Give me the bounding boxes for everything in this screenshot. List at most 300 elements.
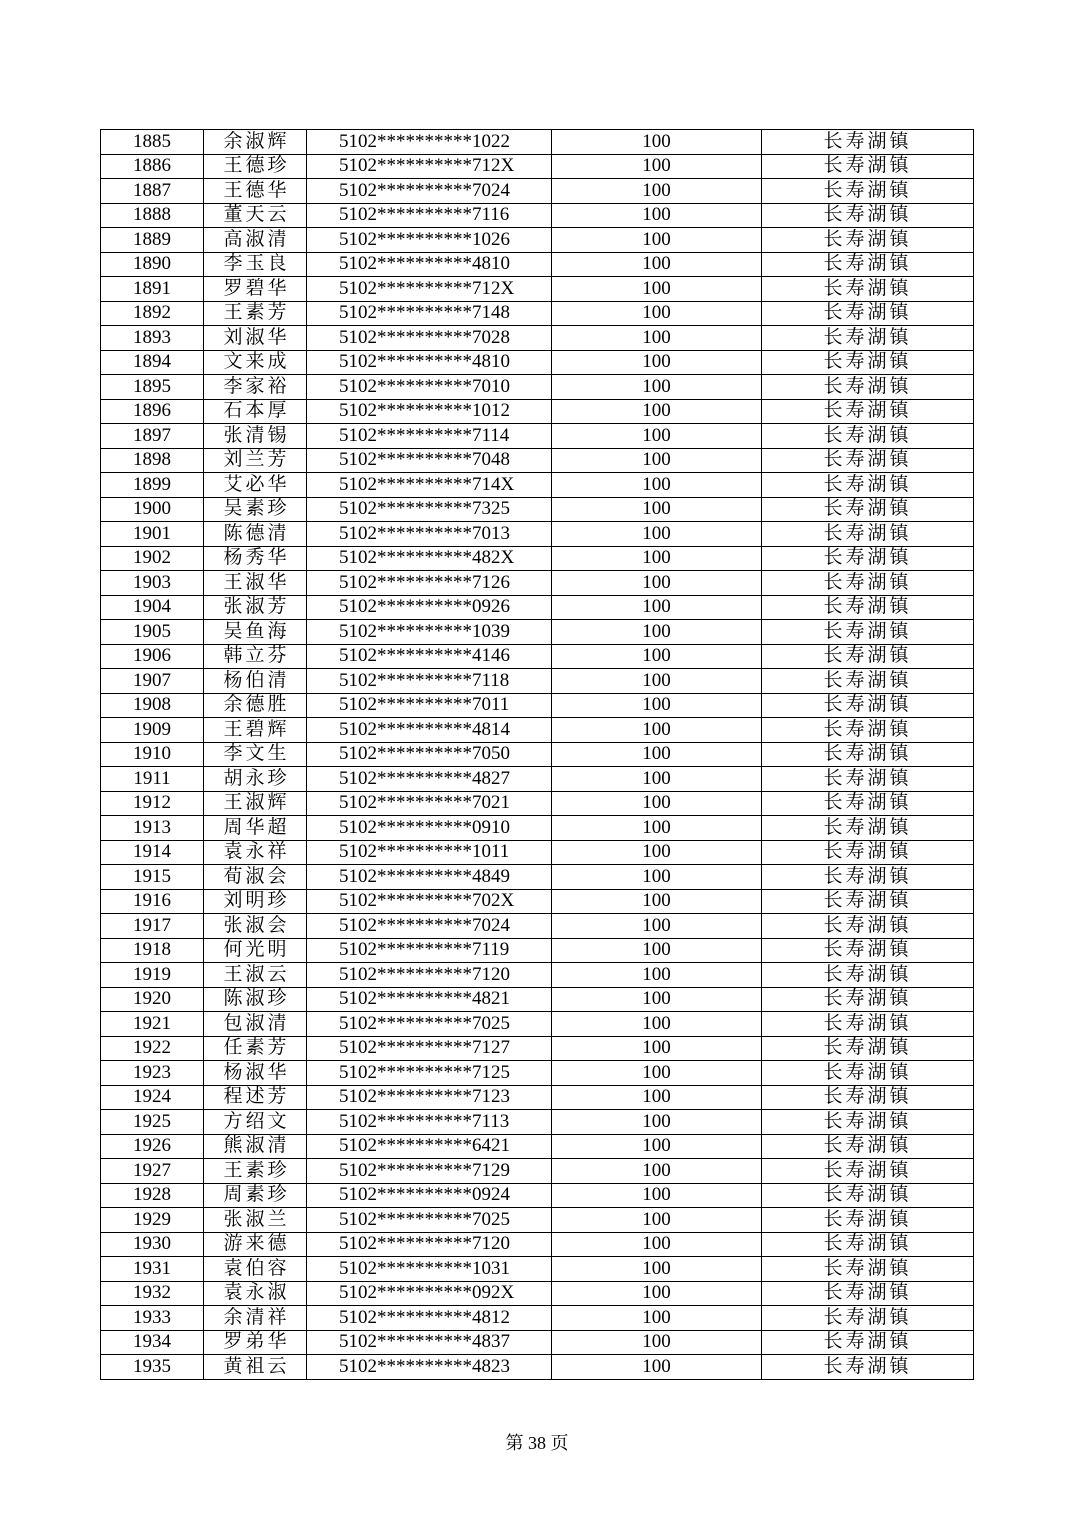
amount-cell: 100 (552, 1110, 762, 1135)
town-cell: 长寿湖镇 (762, 1061, 974, 1086)
town-cell: 长寿湖镇 (762, 938, 974, 963)
row-number-cell: 1925 (101, 1110, 204, 1135)
table-row (101, 473, 974, 498)
table-row (101, 301, 974, 326)
id-number-cell: 5102**********1022 (307, 130, 552, 155)
town-cell: 长寿湖镇 (762, 179, 974, 204)
row-number-cell: 1909 (101, 718, 204, 743)
id-number-cell: 5102**********7024 (307, 179, 552, 204)
name-cell: 何光明 (204, 938, 307, 963)
row-number-cell: 1910 (101, 742, 204, 767)
amount-cell: 100 (552, 277, 762, 302)
table-row (101, 1355, 974, 1380)
town-cell: 长寿湖镇 (762, 1012, 974, 1037)
amount-cell: 100 (552, 816, 762, 841)
name-cell: 韩立芬 (204, 644, 307, 669)
table-row (101, 1257, 974, 1282)
name-cell: 袁永祥 (204, 840, 307, 865)
id-number-cell: 5102**********0924 (307, 1183, 552, 1208)
name-cell: 刘淑华 (204, 326, 307, 351)
amount-cell: 100 (552, 742, 762, 767)
table-row (101, 620, 974, 645)
amount-cell: 100 (552, 1355, 762, 1380)
amount-cell: 100 (552, 914, 762, 939)
town-cell: 长寿湖镇 (762, 1110, 974, 1135)
name-cell: 张淑兰 (204, 1208, 307, 1233)
id-number-cell: 5102**********4837 (307, 1330, 552, 1355)
row-number-cell: 1923 (101, 1061, 204, 1086)
name-cell: 文来成 (204, 350, 307, 375)
name-cell: 李文生 (204, 742, 307, 767)
row-number-cell: 1899 (101, 473, 204, 498)
table-row (101, 1134, 974, 1159)
id-number-cell: 5102**********7127 (307, 1036, 552, 1061)
amount-cell: 100 (552, 522, 762, 547)
table-row (101, 644, 974, 669)
name-cell: 王淑辉 (204, 791, 307, 816)
amount-cell: 100 (552, 473, 762, 498)
amount-cell: 100 (552, 987, 762, 1012)
name-cell: 吴鱼海 (204, 620, 307, 645)
table-row (101, 669, 974, 694)
amount-cell: 100 (552, 1208, 762, 1233)
amount-cell: 100 (552, 791, 762, 816)
id-number-cell: 5102**********714X (307, 473, 552, 498)
row-number-cell: 1906 (101, 644, 204, 669)
id-number-cell: 5102**********482X (307, 546, 552, 571)
name-cell: 罗弟华 (204, 1330, 307, 1355)
id-number-cell: 5102**********7010 (307, 375, 552, 400)
table-row (101, 522, 974, 547)
name-cell: 游来德 (204, 1232, 307, 1257)
name-cell: 任素芳 (204, 1036, 307, 1061)
row-number-cell: 1900 (101, 497, 204, 522)
id-number-cell: 5102**********7325 (307, 497, 552, 522)
amount-cell: 100 (552, 203, 762, 228)
row-number-cell: 1924 (101, 1085, 204, 1110)
id-number-cell: 5102**********7118 (307, 669, 552, 694)
name-cell: 周华超 (204, 816, 307, 841)
id-number-cell: 5102**********7025 (307, 1208, 552, 1233)
name-cell: 王淑云 (204, 963, 307, 988)
town-cell: 长寿湖镇 (762, 1330, 974, 1355)
amount-cell: 100 (552, 718, 762, 743)
id-number-cell: 5102**********7028 (307, 326, 552, 351)
row-number-cell: 1928 (101, 1183, 204, 1208)
amount-cell: 100 (552, 1012, 762, 1037)
name-cell: 王德华 (204, 179, 307, 204)
id-number-cell: 5102**********7050 (307, 742, 552, 767)
town-cell: 长寿湖镇 (762, 1134, 974, 1159)
town-cell: 长寿湖镇 (762, 963, 974, 988)
town-cell: 长寿湖镇 (762, 620, 974, 645)
table-row (101, 1061, 974, 1086)
row-number-cell: 1904 (101, 595, 204, 620)
table-row (101, 546, 974, 571)
name-cell: 罗碧华 (204, 277, 307, 302)
amount-cell: 100 (552, 1257, 762, 1282)
amount-cell: 100 (552, 326, 762, 351)
table-row (101, 497, 974, 522)
town-cell: 长寿湖镇 (762, 1208, 974, 1233)
table-row (101, 179, 974, 204)
row-number-cell: 1933 (101, 1306, 204, 1331)
table-row (101, 1085, 974, 1110)
name-cell: 荀淑会 (204, 865, 307, 890)
table-row (101, 865, 974, 890)
name-cell: 董天云 (204, 203, 307, 228)
amount-cell: 100 (552, 693, 762, 718)
table-row (101, 1159, 974, 1184)
row-number-cell: 1916 (101, 889, 204, 914)
table-row (101, 693, 974, 718)
table-row (101, 987, 974, 1012)
name-cell: 袁伯容 (204, 1257, 307, 1282)
row-number-cell: 1922 (101, 1036, 204, 1061)
id-number-cell: 5102**********4849 (307, 865, 552, 890)
town-cell: 长寿湖镇 (762, 693, 974, 718)
row-number-cell: 1913 (101, 816, 204, 841)
amount-cell: 100 (552, 1306, 762, 1331)
name-cell: 高淑清 (204, 228, 307, 253)
name-cell: 王素珍 (204, 1159, 307, 1184)
name-cell: 吴素珍 (204, 497, 307, 522)
table-row (101, 350, 974, 375)
row-number-cell: 1888 (101, 203, 204, 228)
table-row (101, 1183, 974, 1208)
town-cell: 长寿湖镇 (762, 669, 974, 694)
id-number-cell: 5102**********4146 (307, 644, 552, 669)
town-cell: 长寿湖镇 (762, 277, 974, 302)
id-number-cell: 5102**********6421 (307, 1134, 552, 1159)
row-number-cell: 1893 (101, 326, 204, 351)
table-row (101, 1110, 974, 1135)
town-cell: 长寿湖镇 (762, 375, 974, 400)
table-row (101, 1306, 974, 1331)
town-cell: 长寿湖镇 (762, 252, 974, 277)
table-row (101, 154, 974, 179)
amount-cell: 100 (552, 840, 762, 865)
row-number-cell: 1931 (101, 1257, 204, 1282)
name-cell: 王素芳 (204, 301, 307, 326)
town-cell: 长寿湖镇 (762, 1306, 974, 1331)
amount-cell: 100 (552, 1183, 762, 1208)
row-number-cell: 1886 (101, 154, 204, 179)
id-number-cell: 5102**********4814 (307, 718, 552, 743)
id-number-cell: 5102**********7011 (307, 693, 552, 718)
id-number-cell: 5102**********4812 (307, 1306, 552, 1331)
amount-cell: 100 (552, 1330, 762, 1355)
records-table-body (101, 130, 974, 1380)
id-number-cell: 5102**********4827 (307, 767, 552, 792)
row-number-cell: 1912 (101, 791, 204, 816)
name-cell: 熊淑清 (204, 1134, 307, 1159)
id-number-cell: 5102**********7120 (307, 1232, 552, 1257)
name-cell: 方绍文 (204, 1110, 307, 1135)
amount-cell: 100 (552, 252, 762, 277)
id-number-cell: 5102**********4821 (307, 987, 552, 1012)
town-cell: 长寿湖镇 (762, 571, 974, 596)
town-cell: 长寿湖镇 (762, 1183, 974, 1208)
table-row (101, 1012, 974, 1037)
town-cell: 长寿湖镇 (762, 889, 974, 914)
name-cell: 李玉良 (204, 252, 307, 277)
id-number-cell: 5102**********7126 (307, 571, 552, 596)
name-cell: 包淑清 (204, 1012, 307, 1037)
table-row (101, 791, 974, 816)
table-row (101, 228, 974, 253)
id-number-cell: 5102**********7125 (307, 1061, 552, 1086)
name-cell: 刘明珍 (204, 889, 307, 914)
table-row (101, 1036, 974, 1061)
table-row (101, 742, 974, 767)
name-cell: 周素珍 (204, 1183, 307, 1208)
row-number-cell: 1895 (101, 375, 204, 400)
name-cell: 张淑会 (204, 914, 307, 939)
amount-cell: 100 (552, 179, 762, 204)
row-number-cell: 1905 (101, 620, 204, 645)
town-cell: 长寿湖镇 (762, 448, 974, 473)
id-number-cell: 5102**********712X (307, 154, 552, 179)
name-cell: 王碧辉 (204, 718, 307, 743)
row-number-cell: 1892 (101, 301, 204, 326)
name-cell: 余德胜 (204, 693, 307, 718)
town-cell: 长寿湖镇 (762, 595, 974, 620)
name-cell: 张清锡 (204, 424, 307, 449)
table-row (101, 914, 974, 939)
row-number-cell: 1903 (101, 571, 204, 596)
id-number-cell: 5102**********1011 (307, 840, 552, 865)
table-row (101, 252, 974, 277)
table-row (101, 375, 974, 400)
name-cell: 胡永珍 (204, 767, 307, 792)
table-row (101, 963, 974, 988)
row-number-cell: 1897 (101, 424, 204, 449)
amount-cell: 100 (552, 1036, 762, 1061)
row-number-cell: 1889 (101, 228, 204, 253)
name-cell: 石本厚 (204, 399, 307, 424)
id-number-cell: 5102**********7048 (307, 448, 552, 473)
town-cell: 长寿湖镇 (762, 497, 974, 522)
name-cell: 杨秀华 (204, 546, 307, 571)
amount-cell: 100 (552, 889, 762, 914)
id-number-cell: 5102**********7013 (307, 522, 552, 547)
town-cell: 长寿湖镇 (762, 1085, 974, 1110)
row-number-cell: 1902 (101, 546, 204, 571)
row-number-cell: 1926 (101, 1134, 204, 1159)
town-cell: 长寿湖镇 (762, 987, 974, 1012)
row-number-cell: 1901 (101, 522, 204, 547)
amount-cell: 100 (552, 154, 762, 179)
id-number-cell: 5102**********7119 (307, 938, 552, 963)
id-number-cell: 5102**********4810 (307, 252, 552, 277)
amount-cell: 100 (552, 767, 762, 792)
row-number-cell: 1917 (101, 914, 204, 939)
town-cell: 长寿湖镇 (762, 424, 974, 449)
name-cell: 陈德清 (204, 522, 307, 547)
table-row (101, 767, 974, 792)
id-number-cell: 5102**********7123 (307, 1085, 552, 1110)
town-cell: 长寿湖镇 (762, 350, 974, 375)
name-cell: 刘兰芳 (204, 448, 307, 473)
table-row (101, 889, 974, 914)
name-cell: 余淑辉 (204, 130, 307, 155)
table-row (101, 1330, 974, 1355)
id-number-cell: 5102**********702X (307, 889, 552, 914)
amount-cell: 100 (552, 595, 762, 620)
row-number-cell: 1929 (101, 1208, 204, 1233)
id-number-cell: 5102**********092X (307, 1281, 552, 1306)
id-number-cell: 5102**********4823 (307, 1355, 552, 1380)
id-number-cell: 5102**********7113 (307, 1110, 552, 1135)
table-row (101, 840, 974, 865)
id-number-cell: 5102**********7120 (307, 963, 552, 988)
name-cell: 袁永淑 (204, 1281, 307, 1306)
name-cell: 王德珍 (204, 154, 307, 179)
amount-cell: 100 (552, 571, 762, 596)
table-row (101, 277, 974, 302)
town-cell: 长寿湖镇 (762, 718, 974, 743)
amount-cell: 100 (552, 375, 762, 400)
town-cell: 长寿湖镇 (762, 840, 974, 865)
id-number-cell: 5102**********7148 (307, 301, 552, 326)
town-cell: 长寿湖镇 (762, 1355, 974, 1380)
amount-cell: 100 (552, 546, 762, 571)
row-number-cell: 1932 (101, 1281, 204, 1306)
town-cell: 长寿湖镇 (762, 301, 974, 326)
row-number-cell: 1891 (101, 277, 204, 302)
amount-cell: 100 (552, 448, 762, 473)
amount-cell: 100 (552, 963, 762, 988)
town-cell: 长寿湖镇 (762, 546, 974, 571)
name-cell: 杨淑华 (204, 1061, 307, 1086)
id-number-cell: 5102**********7129 (307, 1159, 552, 1184)
row-number-cell: 1920 (101, 987, 204, 1012)
town-cell: 长寿湖镇 (762, 154, 974, 179)
name-cell: 杨伯清 (204, 669, 307, 694)
row-number-cell: 1919 (101, 963, 204, 988)
row-number-cell: 1896 (101, 399, 204, 424)
id-number-cell: 5102**********7116 (307, 203, 552, 228)
amount-cell: 100 (552, 1134, 762, 1159)
row-number-cell: 1935 (101, 1355, 204, 1380)
table-row (101, 424, 974, 449)
amount-cell: 100 (552, 399, 762, 424)
id-number-cell: 5102**********0926 (307, 595, 552, 620)
town-cell: 长寿湖镇 (762, 1281, 974, 1306)
table-row (101, 816, 974, 841)
town-cell: 长寿湖镇 (762, 767, 974, 792)
row-number-cell: 1890 (101, 252, 204, 277)
row-number-cell: 1907 (101, 669, 204, 694)
town-cell: 长寿湖镇 (762, 1232, 974, 1257)
row-number-cell: 1911 (101, 767, 204, 792)
table-row (101, 399, 974, 424)
id-number-cell: 5102**********1026 (307, 228, 552, 253)
table-row (101, 718, 974, 743)
id-number-cell: 5102**********4810 (307, 350, 552, 375)
table-row (101, 1232, 974, 1257)
amount-cell: 100 (552, 228, 762, 253)
id-number-cell: 5102**********1039 (307, 620, 552, 645)
table-row (101, 595, 974, 620)
amount-cell: 100 (552, 669, 762, 694)
town-cell: 长寿湖镇 (762, 1036, 974, 1061)
town-cell: 长寿湖镇 (762, 203, 974, 228)
amount-cell: 100 (552, 1159, 762, 1184)
row-number-cell: 1908 (101, 693, 204, 718)
town-cell: 长寿湖镇 (762, 326, 974, 351)
town-cell: 长寿湖镇 (762, 644, 974, 669)
records-table (100, 129, 974, 1380)
town-cell: 长寿湖镇 (762, 914, 974, 939)
row-number-cell: 1927 (101, 1159, 204, 1184)
id-number-cell: 5102**********7025 (307, 1012, 552, 1037)
name-cell: 陈淑珍 (204, 987, 307, 1012)
name-cell: 程述芳 (204, 1085, 307, 1110)
amount-cell: 100 (552, 620, 762, 645)
town-cell: 长寿湖镇 (762, 228, 974, 253)
row-number-cell: 1894 (101, 350, 204, 375)
amount-cell: 100 (552, 1085, 762, 1110)
amount-cell: 100 (552, 497, 762, 522)
id-number-cell: 5102**********7024 (307, 914, 552, 939)
table-row (101, 448, 974, 473)
amount-cell: 100 (552, 350, 762, 375)
id-number-cell: 5102**********7021 (307, 791, 552, 816)
table-row (101, 938, 974, 963)
name-cell: 李家裕 (204, 375, 307, 400)
row-number-cell: 1898 (101, 448, 204, 473)
town-cell: 长寿湖镇 (762, 522, 974, 547)
id-number-cell: 5102**********1012 (307, 399, 552, 424)
table-row (101, 1208, 974, 1233)
table-row (101, 571, 974, 596)
amount-cell: 100 (552, 938, 762, 963)
id-number-cell: 5102**********712X (307, 277, 552, 302)
page-number: 第 38 页 (505, 1433, 569, 1453)
amount-cell: 100 (552, 301, 762, 326)
table-row (101, 203, 974, 228)
name-cell: 余清祥 (204, 1306, 307, 1331)
id-number-cell: 5102**********1031 (307, 1257, 552, 1282)
name-cell: 艾必华 (204, 473, 307, 498)
town-cell: 长寿湖镇 (762, 791, 974, 816)
table-row (101, 1281, 974, 1306)
id-number-cell: 5102**********7114 (307, 424, 552, 449)
row-number-cell: 1921 (101, 1012, 204, 1037)
row-number-cell: 1915 (101, 865, 204, 890)
amount-cell: 100 (552, 1281, 762, 1306)
table-row (101, 326, 974, 351)
amount-cell: 100 (552, 644, 762, 669)
name-cell: 王淑华 (204, 571, 307, 596)
amount-cell: 100 (552, 1061, 762, 1086)
amount-cell: 100 (552, 865, 762, 890)
table-row (101, 130, 974, 155)
name-cell: 黄祖云 (204, 1355, 307, 1380)
town-cell: 长寿湖镇 (762, 473, 974, 498)
name-cell: 张淑芳 (204, 595, 307, 620)
town-cell: 长寿湖镇 (762, 1159, 974, 1184)
row-number-cell: 1887 (101, 179, 204, 204)
town-cell: 长寿湖镇 (762, 742, 974, 767)
amount-cell: 100 (552, 1232, 762, 1257)
amount-cell: 100 (552, 424, 762, 449)
row-number-cell: 1934 (101, 1330, 204, 1355)
amount-cell: 100 (552, 130, 762, 155)
town-cell: 长寿湖镇 (762, 399, 974, 424)
